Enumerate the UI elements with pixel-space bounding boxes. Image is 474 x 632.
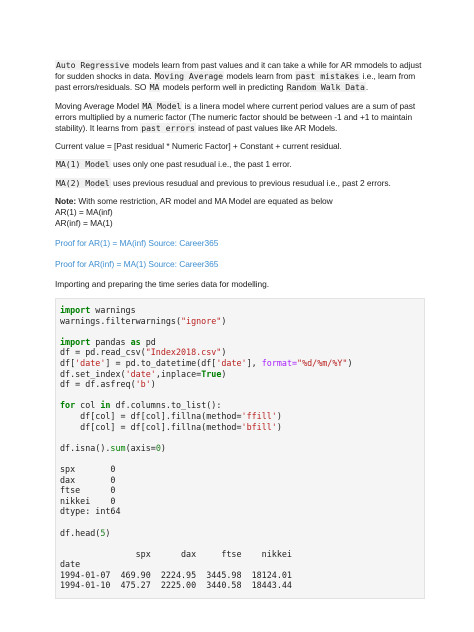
inline-code: past errors xyxy=(141,123,195,134)
notebook-page xyxy=(55,60,425,599)
code-line: df.head(5) xyxy=(60,527,111,538)
para-current-value: Current value = [Past residual * Numeric Factor] + Constant + current residual. xyxy=(55,141,342,152)
code-line: warnings.filterwarnings("ignore") xyxy=(60,315,227,326)
para-ma1: MA(1) Model uses only one past resudual i.e., the past 1 error. xyxy=(56,159,292,170)
code-line: df[col] = df[col].fillna(method='ffill') xyxy=(60,410,282,421)
inline-code: MA xyxy=(149,82,160,93)
code-cell[interactable] xyxy=(55,298,425,599)
inline-code: Auto Regressive xyxy=(56,60,130,70)
inline-code: MA Model xyxy=(142,100,182,111)
code-line: df = pd.read_csv("Index2018.csv") xyxy=(60,347,227,358)
code-line: for col in df.columns.to_list(): xyxy=(60,400,222,411)
note-label: Note: xyxy=(55,195,77,206)
code-line: df.set_index('date',inplace=True) xyxy=(60,368,227,379)
note-line-2: AR(inf) = MA(1) xyxy=(55,218,113,229)
table-header: spx dax ftse nikkei xyxy=(60,548,292,559)
para-ma2: MA(2) Model uses previous resudual and previous to previous resudual i.e., past 2 errors. xyxy=(56,177,391,188)
code-line: import warnings xyxy=(60,305,136,316)
table-index-label: date xyxy=(60,559,81,570)
code-line: df.isna().sum(axis=0) xyxy=(60,442,166,453)
inline-code: MA(2) Model xyxy=(56,177,110,188)
inline-code: past mistakes xyxy=(295,71,360,82)
output-line: spx 0 xyxy=(60,463,116,474)
inline-code: Moving Average xyxy=(154,71,224,82)
output-line: dax 0 xyxy=(60,474,116,485)
inline-code: Random Walk Data xyxy=(286,82,365,93)
table-row: 1994-01-07 469.90 2224.95 3445.98 18124.01 xyxy=(60,569,292,580)
para-ar-ma-intro: Auto Regressive models learn from past values and it can take a while for AR mmodels to adjust for sudden shocks in data. Moving Average models learn from past mistakes i.e., learn from past errors/residuals. SO MA models perform well in predicting Random Walk Data. xyxy=(55,60,422,93)
code-line: df = df.asfreq('b') xyxy=(60,379,156,390)
note: Note: With some restriction, AR model and MA Model are equated as below xyxy=(55,195,333,206)
output-line: nikkei 0 xyxy=(60,495,116,506)
para-importing: Importing and preparing the time series data for modelling. xyxy=(55,278,269,289)
output-line: dtype: int64 xyxy=(60,506,121,517)
proof-link-ar1[interactable]: Proof for AR(1) = MA(inf) Source: Career365 xyxy=(55,238,219,249)
table-row: 1994-01-10 475.27 2225.00 3440.58 18443.44 xyxy=(60,580,292,591)
proof-link-arinf[interactable]: Proof for AR(inf) = MA(1) Source: Career365 xyxy=(55,258,219,269)
output-line: ftse 0 xyxy=(60,485,116,496)
code-line: df['date'] = pd.to_datetime(df['date'], format="%d/%m/%Y") xyxy=(60,358,353,369)
inline-code: MA(1) Model xyxy=(56,159,110,170)
code-line: import pandas as pd xyxy=(60,336,156,347)
code-line: df[col] = df[col].fillna(method='bfill') xyxy=(60,421,282,432)
note-line-1: AR(1) = MA(inf) xyxy=(55,207,113,218)
para-ma-model: Moving Average Model MA Model is a linera model where current period values are a sum of past errors multiplied by a numeric factor (The numeric factor should be between -1 and +1 to maintain stability). It learns from past errors instead of past values like AR Models. xyxy=(55,100,416,134)
